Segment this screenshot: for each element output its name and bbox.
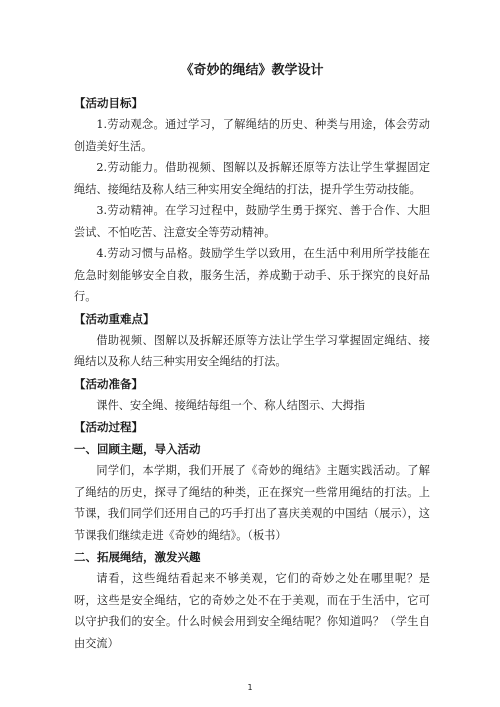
step2-heading: 二、拓展绳结，激发兴趣 <box>74 550 201 564</box>
step2-text: 请看，这些绳结看起来不够美观，它们的奇妙之处在哪里呢？是呀，这些是安全绳结，它的奇妙之处不在于美观，而在于生活中，它可以守护我们的安全。什么时候会用到安全绳结呢？你知道吗？（学生自由交流） <box>74 572 430 650</box>
preparation-text: 课件、安全绳、接绳结每组一个、称人结图示、大拇指 <box>96 398 365 412</box>
key-points-heading: 【活动重难点】 <box>74 311 155 326</box>
objective-item-4: 4.劳动习惯与品格。鼓励学生学以致用，在生活中利用所学技能在危急时刻能够安全自救，服务生活，养成勤于动手、乐于探究的良好品行。 <box>74 247 430 303</box>
process-heading: 【活动过程】 <box>74 420 143 434</box>
objective-item-1: 1.劳动观念。通过学习，了解绳结的历史、种类与用途，体会劳动创造美好生活。 <box>74 118 430 153</box>
objective-item-3: 3.劳动精神。在学习过程中，鼓励学生勇于探究、善于合作、大胆尝试、不怕吃苦、注意安全等劳动精神。 <box>74 204 430 239</box>
step1-text: 同学们，本学期，我们开展了《奇妙的绳结》主题实践活动。了解了绳结的历史，探寻了绳结的种类，正在探究一些常用绳结的打法。上节课，我们同学们还用自己的巧手打出了喜庆美观的中国结（展示），这节课我们继续走进《奇妙的绳结》。（板书） <box>74 464 430 542</box>
section-key-points <box>74 308 430 373</box>
objectives-heading: 【活动目标】 <box>74 96 143 110</box>
section-preparation <box>74 373 430 417</box>
objective-item-2: 2.劳动能力。借助视频、图解以及拆解还原等方法让学生掌握固定绳结、接绳结及称人结三种实用安全绳结的打法，提升学生劳动技能。 <box>74 161 430 196</box>
step1-heading: 一、回顾主题，导入活动 <box>74 442 201 456</box>
key-points-text: 借助视频、图解以及拆解还原等方法让学生学习掌握固定绳结、接绳结以及称人结三种实用安全绳结的打法。 <box>74 333 430 368</box>
section-objectives <box>74 92 430 308</box>
document-title: 《奇妙的绳结》教学设计 <box>180 63 324 78</box>
page-number: 1 <box>247 683 253 692</box>
section-process <box>74 416 430 654</box>
preparation-heading: 【活动准备】 <box>74 376 143 391</box>
